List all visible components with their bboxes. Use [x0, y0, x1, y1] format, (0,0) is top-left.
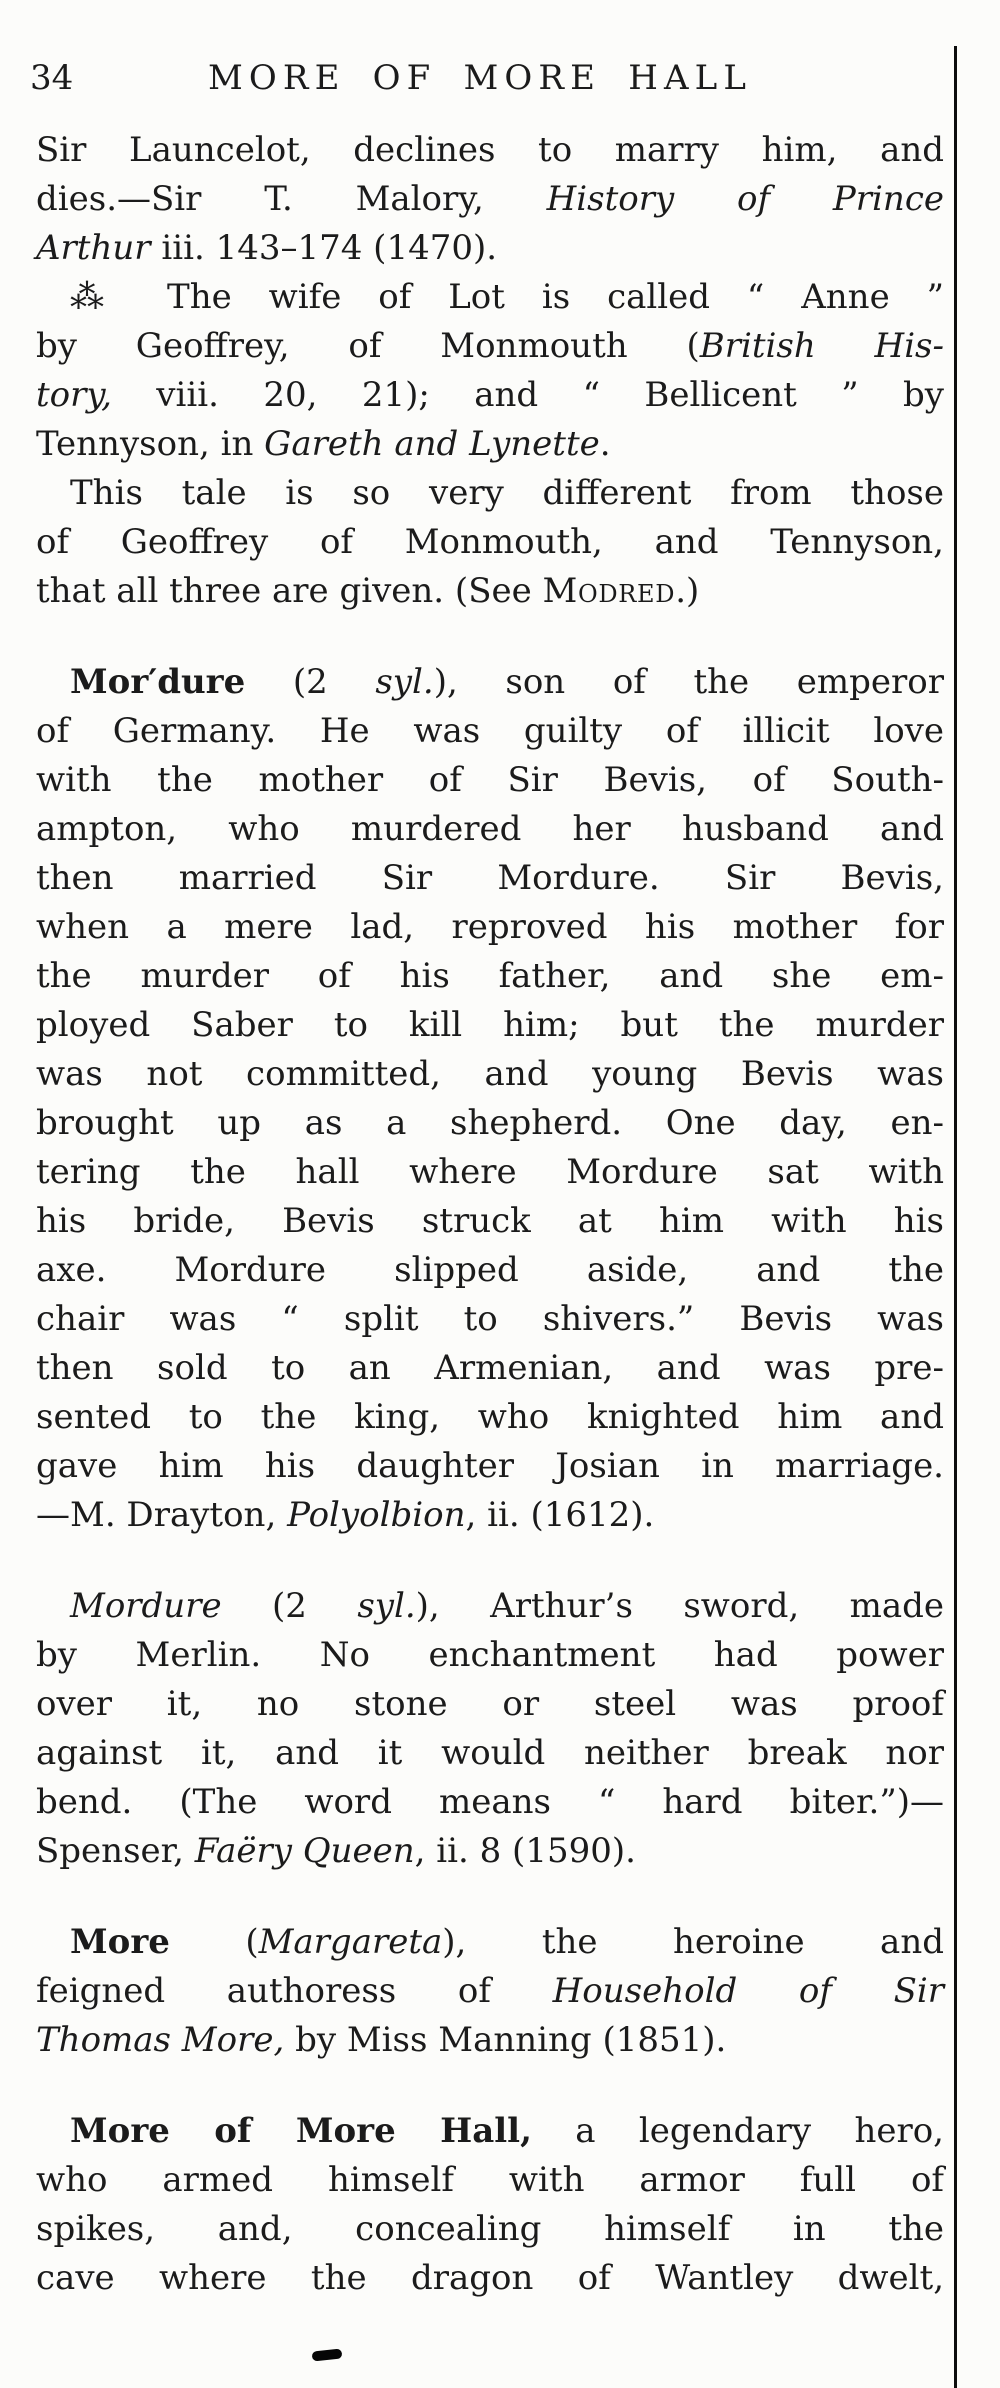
text-line: [36, 469, 944, 518]
text-line: [36, 273, 944, 322]
text-line: [36, 2205, 944, 2254]
column-rule: [954, 46, 957, 2388]
text-segment: This tale is so very different from those: [70, 473, 944, 513]
text-segment: (: [169, 1922, 259, 1962]
text-segment: More: [70, 1922, 170, 1962]
text-line: [36, 2254, 944, 2303]
text-segment: that all three are given. (See: [36, 571, 543, 611]
text-segment: syl.: [375, 662, 434, 702]
text-segment: brought up as a shepherd. One day, en-: [36, 1103, 944, 1143]
page-header: [30, 58, 930, 98]
text-line: [36, 420, 944, 469]
text-column: [36, 126, 944, 2303]
text-line: [36, 707, 944, 756]
text-segment: Mordure: [70, 1586, 222, 1626]
text-segment: (2: [245, 662, 376, 702]
text-line: [36, 1967, 944, 2016]
text-line: [36, 1246, 944, 1295]
text-segment: against it, and it would neither break nor: [36, 1733, 944, 1773]
text-line: [36, 224, 944, 273]
text-segment: a legendary hero,: [531, 2111, 944, 2151]
text-segment: ), Arthur’s sword, made: [415, 1586, 944, 1626]
text-segment: History of Prince: [546, 179, 944, 219]
text-line: [36, 1778, 944, 1827]
text-line: [36, 854, 944, 903]
text-segment: , ii. (1612).: [465, 1495, 655, 1535]
text-segment: his bride, Bevis struck at him with his: [36, 1201, 944, 1241]
text-line: [36, 567, 944, 616]
text-line: [36, 756, 944, 805]
text-segment: when a mere lad, reproved his mother for: [36, 907, 944, 947]
text-segment: Thomas More,: [36, 2020, 285, 2060]
text-line: [36, 371, 944, 420]
text-line: [36, 1050, 944, 1099]
text-segment: , ii. 8 (1590).: [414, 1831, 636, 1871]
note-three-versions: [36, 469, 944, 616]
text-segment: —M. Drayton,: [36, 1495, 288, 1535]
text-segment: over it, no stone or steel was proof: [36, 1684, 944, 1724]
text-segment: .: [599, 424, 611, 464]
running-title: MORE OF MORE HALL: [207, 58, 753, 98]
text-line: [36, 1001, 944, 1050]
text-segment: tory,: [36, 375, 112, 415]
footnote-wife-of-lot: [36, 273, 944, 469]
page-number: 34: [30, 58, 74, 98]
text-line: [36, 1918, 944, 1967]
text-segment: (2: [221, 1586, 358, 1626]
text-segment: sented to the king, who knighted him and: [36, 1397, 944, 1437]
text-segment: tering the hall where Mordure sat with: [36, 1152, 944, 1192]
text-segment: Faëry Queen: [194, 1831, 415, 1871]
text-segment: bend. (The word means “ hard biter.”)—: [36, 1782, 944, 1822]
text-line: [36, 322, 944, 371]
text-segment: dies.—Sir T. Malory,: [36, 179, 547, 219]
text-segment: viii. 20, 21); and “ Bellicent ” by: [111, 375, 944, 415]
text-segment: Margareta: [258, 1922, 443, 1962]
text-segment: spikes, and, concealing himself in the: [36, 2209, 944, 2249]
text-line: [36, 1827, 944, 1876]
text-segment: who armed himself with armor full of: [36, 2160, 944, 2200]
text-line: [36, 805, 944, 854]
text-segment: Sir Launcelot, declines to marry him, and: [36, 130, 944, 170]
text-segment: Mor′dure: [70, 662, 246, 702]
continuation-launcelot: [36, 126, 944, 273]
text-segment: axe. Mordure slipped aside, and the: [36, 1250, 944, 1290]
text-line: [36, 1680, 944, 1729]
text-segment: feigned authoress of: [36, 1971, 553, 2011]
text-segment: then sold to an Armenian, and was pre-: [36, 1348, 944, 1388]
text-segment: More of More Hall,: [70, 2111, 532, 2151]
text-segment: Gareth and Lynette: [264, 424, 600, 464]
text-segment: Spenser,: [36, 1831, 195, 1871]
text-line: [36, 1295, 944, 1344]
text-segment: by Miss Manning (1851).: [284, 2020, 727, 2060]
entry-more-of-more-hall: [36, 2107, 944, 2303]
text-segment: by Merlin. No enchantment had power: [36, 1635, 944, 1675]
text-line: [36, 1344, 944, 1393]
text-line: [36, 658, 944, 707]
text-segment: ployed Saber to kill him; but the murder: [36, 1005, 944, 1045]
text-segment: iii. 143–174 (1470).: [150, 228, 498, 268]
text-segment: the murder of his father, and she em-: [36, 956, 944, 996]
text-line: [36, 126, 944, 175]
entry-mordure-sword: [36, 1582, 944, 1876]
text-line: [36, 1491, 944, 1540]
entry-mordure-emperor-son: [36, 658, 944, 1540]
text-segment: syl.: [357, 1586, 416, 1626]
text-segment: Polyolbion: [287, 1495, 466, 1535]
text-segment: of Geoffrey of Monmouth, and Tennyson,: [36, 522, 944, 562]
text-segment: gave him his daughter Josian in marriage.: [36, 1446, 944, 1486]
text-line: [36, 2107, 944, 2156]
text-segment: ampton, who murdered her husband and: [36, 809, 944, 849]
text-line: [36, 175, 944, 224]
text-line: [36, 1729, 944, 1778]
text-segment: by Geoffrey, of Monmouth (: [36, 326, 700, 366]
text-segment: Tennyson, in: [36, 424, 265, 464]
text-line: [36, 2156, 944, 2205]
text-segment: cave where the dragon of Wantley dwelt,: [36, 2258, 944, 2298]
text-segment: then married Sir Mordure. Sir Bevis,: [36, 858, 944, 898]
text-line: [36, 1393, 944, 1442]
text-line: [36, 2016, 944, 2065]
ink-mark: [312, 2348, 343, 2361]
text-line: [36, 1197, 944, 1246]
text-line: [36, 1631, 944, 1680]
entry-more-margareta: [36, 1918, 944, 2065]
text-line: [36, 952, 944, 1001]
text-segment: chair was “ split to shivers.” Bevis was: [36, 1299, 944, 1339]
text-segment: Modred: [542, 571, 676, 611]
text-segment: of Germany. He was guilty of illicit love: [36, 711, 944, 751]
text-segment: ), son of the emperor: [433, 662, 944, 702]
text-line: [36, 903, 944, 952]
text-segment: Household of Sir: [552, 1971, 944, 2011]
text-line: [36, 1442, 944, 1491]
text-segment: was not committed, and young Bevis was: [36, 1054, 944, 1094]
text-segment: British His-: [699, 326, 944, 366]
text-segment: ), the heroine and: [442, 1922, 944, 1962]
text-segment: .): [675, 571, 700, 611]
text-segment: Arthur: [36, 228, 151, 268]
text-line: [36, 1148, 944, 1197]
text-segment: ⁂ The wife of Lot is called “ Anne ”: [70, 277, 944, 317]
text-line: [36, 1582, 944, 1631]
text-segment: with the mother of Sir Bevis, of South-: [36, 760, 944, 800]
text-line: [36, 518, 944, 567]
text-line: [36, 1099, 944, 1148]
